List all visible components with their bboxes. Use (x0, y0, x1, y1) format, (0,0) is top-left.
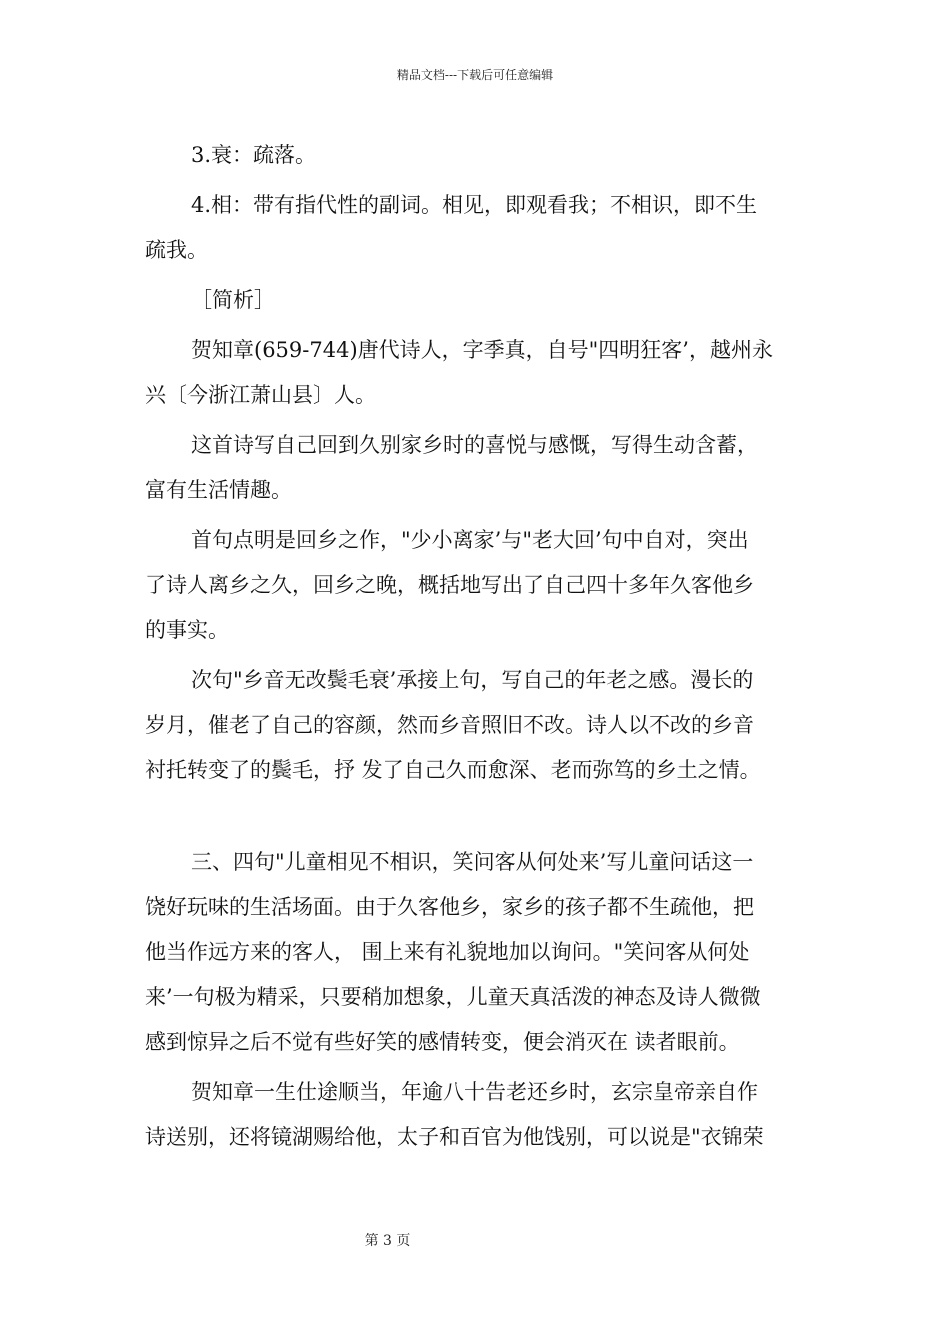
body-line: 4.相：带有指代性的副词。相见，即观看我；不相识，即不生 (191, 193, 758, 217)
body-line: 饶好玩味的生活场面。由于久客他乡，家乡的孩子都不生疏他，把 (145, 895, 754, 919)
body-line: 的事实。 (145, 618, 229, 642)
body-line: 岁月，催老了自己的容颜，然而乡音照旧不改。诗人以不改的乡音 (145, 713, 754, 737)
body-line: 来’一句极为精采，只要稍加想象，儿童天真活泼的神态及诗人微微 (145, 985, 761, 1009)
body-line: 感到惊异之后不觉有些好笑的感情转变，便会消灭在 读者眼前。 (145, 1030, 740, 1054)
document-body (145, 133, 807, 1160)
body-line: 这首诗写自己回到久别家乡时的喜悦与感慨，写得生动含蓄， (191, 433, 758, 457)
body-line: 富有生活情趣。 (145, 478, 292, 502)
body-line: 衬托转变了的鬓毛，抒 发了自己久而愈深、老而弥笃的乡土之情。 (145, 758, 761, 782)
body-line: 了诗人离乡之久，回乡之晚，概括地写出了自己四十多年久客他乡 (145, 573, 754, 597)
page-header: 精品文档---下载后可任意编辑 (396, 68, 554, 82)
body-line: 诗送别，还将镜湖赐给他，太子和百官为他饯别，可以说是"衣锦荣 (145, 1125, 764, 1149)
body-line: 贺知章一生仕途顺当，年逾八十告老还乡时，玄宗皇帝亲自作 (191, 1080, 758, 1104)
body-line: 兴〔今浙江萧山县〕人。 (145, 383, 376, 407)
section-heading: ［简析］ (191, 288, 275, 312)
body-line: 次句"乡音无改鬓毛衰’承接上句，写自己的年老之感。漫长的 (191, 668, 754, 692)
body-line: 3.衰：疏落。 (191, 143, 317, 167)
body-line: 他当作远方来的客人， 围上来有礼貌地加以询问。"笑问客从何处 (145, 940, 750, 964)
body-line: 首句点明是回乡之作，"少小离家’与"老大回’句中自对，突出 (191, 528, 749, 552)
body-line: 三、四句"儿童相见不相识，笑问客从何处来’写儿童问话这一 (191, 850, 754, 874)
body-line: 贺知章(659-744)唐代诗人，字季真，自号"四明狂客’，越州永 (191, 338, 773, 362)
body-line: 疏我。 (145, 238, 208, 262)
page-number: 第 3 页 (364, 1233, 411, 1249)
